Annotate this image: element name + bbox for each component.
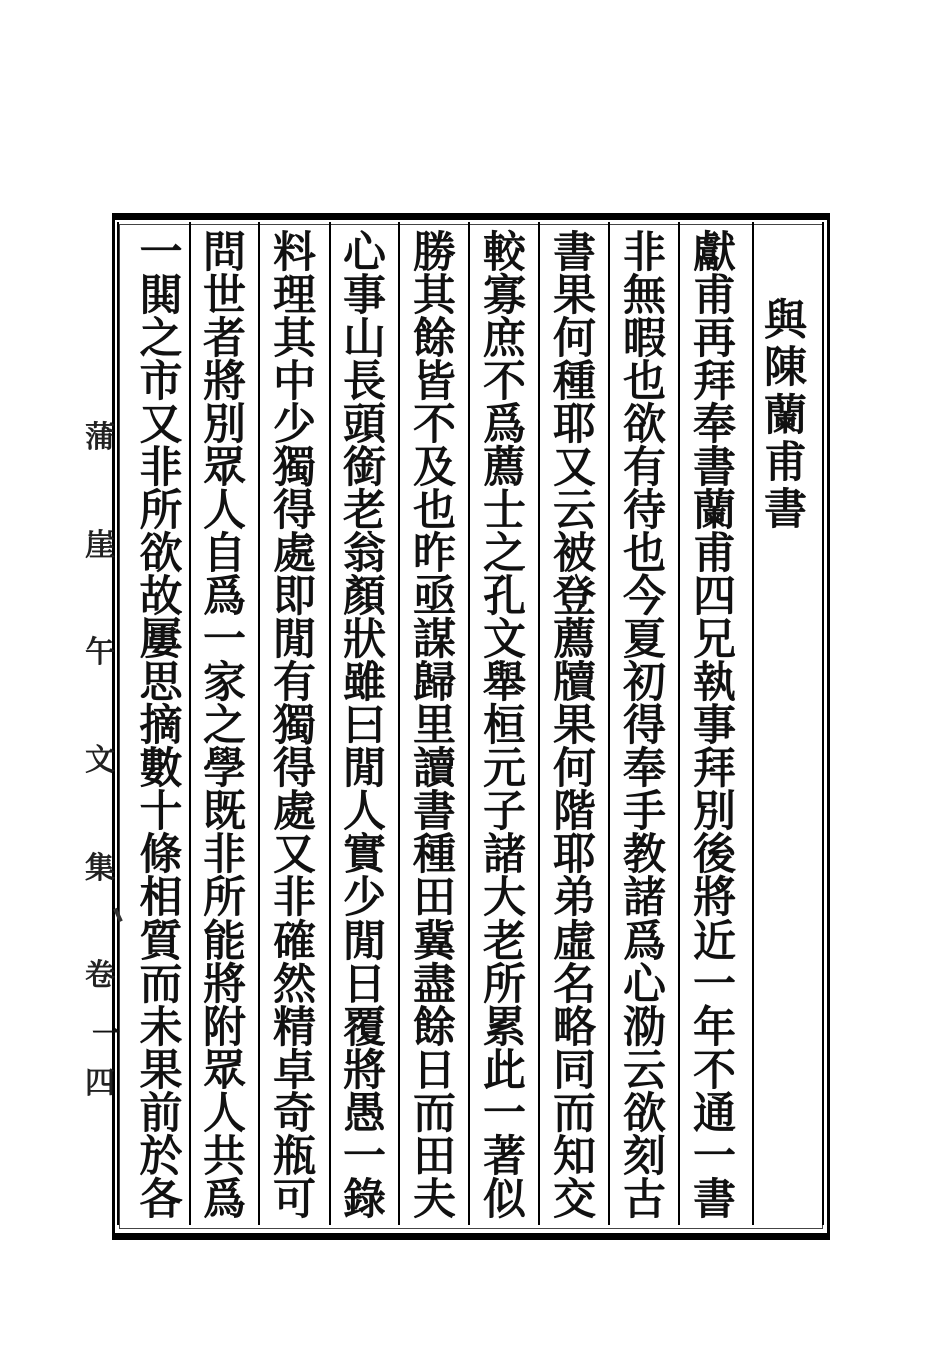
letter-title	[764, 296, 807, 535]
glyph: 也	[623, 529, 666, 580]
glyph: 眾	[203, 1045, 246, 1096]
glyph: 兄	[693, 615, 736, 666]
glyph: 云	[553, 486, 596, 537]
glyph: 思	[139, 658, 183, 709]
glyph: 非	[273, 873, 316, 924]
glyph: 一	[693, 1131, 736, 1182]
glyph: 書	[553, 228, 596, 278]
glyph: 而	[139, 959, 183, 1010]
glyph: 似	[483, 1174, 526, 1225]
glyph: 書	[693, 1174, 736, 1225]
glyph: 非	[139, 443, 183, 494]
glyph: 又	[273, 830, 316, 881]
glyph: 得	[623, 701, 666, 752]
glyph: 共	[203, 1131, 246, 1182]
glyph: 數	[139, 744, 183, 795]
glyph: 陳	[764, 343, 807, 394]
glyph: 錄	[343, 1174, 386, 1225]
glyph: 士	[483, 486, 526, 537]
glyph: 果	[553, 701, 596, 752]
glyph: 將	[203, 357, 246, 408]
glyph: 奉	[693, 400, 736, 451]
glyph: 實	[343, 830, 386, 881]
glyph: 文	[483, 615, 526, 666]
glyph: 通	[693, 1088, 736, 1139]
glyph: 獨	[273, 701, 316, 752]
glyph: 書	[693, 443, 736, 494]
glyph: 著	[483, 1131, 526, 1182]
text-column-1	[693, 228, 736, 1225]
glyph: 無	[623, 271, 666, 322]
column-rule	[752, 222, 754, 1225]
glyph: 田	[413, 873, 456, 924]
page-number: 一	[92, 1017, 121, 1050]
text-column-8	[203, 228, 246, 1225]
glyph: 未	[139, 1002, 183, 1053]
glyph: 即	[273, 572, 316, 623]
glyph: 人	[343, 787, 386, 838]
glyph: 近	[693, 916, 736, 967]
glyph: 四	[693, 572, 736, 623]
glyph: 然	[273, 959, 316, 1010]
glyph: 處	[273, 529, 316, 580]
glyph: 寡	[483, 271, 526, 322]
glyph: 銜	[343, 443, 386, 494]
glyph: 里	[413, 701, 456, 752]
glyph: 爲	[203, 1174, 246, 1225]
glyph: 刻	[623, 1131, 666, 1182]
glyph: 得	[273, 744, 316, 795]
glyph: 爲	[483, 400, 526, 451]
glyph: 同	[553, 1045, 596, 1096]
glyph: 諸	[483, 830, 526, 881]
glyph: 果	[139, 1045, 183, 1096]
glyph: 故	[139, 572, 183, 623]
glyph: 問	[203, 228, 246, 278]
glyph: 家	[203, 658, 246, 709]
glyph: 非	[203, 830, 246, 881]
glyph: 登	[553, 572, 596, 623]
glyph: 耶	[553, 400, 596, 451]
glyph: 條	[139, 830, 183, 881]
glyph: 日	[343, 959, 386, 1010]
glyph: 手	[623, 787, 666, 838]
glyph: 果	[553, 271, 596, 322]
glyph: 能	[203, 916, 246, 967]
glyph: 孔	[483, 572, 526, 623]
glyph: 曰	[343, 701, 386, 752]
glyph: 摘	[139, 701, 183, 752]
glyph: 卷	[85, 958, 115, 994]
glyph: 牘	[553, 658, 596, 709]
glyph: 不	[413, 400, 456, 451]
glyph: 盡	[413, 959, 456, 1010]
glyph: 而	[413, 1088, 456, 1139]
glyph: 中	[273, 357, 316, 408]
glyph: 其	[273, 314, 316, 365]
glyph: 泐	[623, 1002, 666, 1053]
glyph: 一	[139, 228, 183, 278]
column-rule	[678, 222, 680, 1225]
glyph: 午	[85, 635, 115, 671]
glyph: 種	[553, 357, 596, 408]
glyph: 長	[343, 357, 386, 408]
glyph: 處	[273, 787, 316, 838]
column-rule	[329, 222, 331, 1225]
glyph: 之	[483, 529, 526, 580]
glyph: 夏	[623, 615, 666, 666]
glyph: 覆	[343, 1002, 386, 1053]
glyph: 甫	[693, 271, 736, 322]
glyph: 不	[483, 357, 526, 408]
glyph: 餘	[413, 1002, 456, 1053]
text-column-9	[133, 228, 189, 1225]
glyph: 於	[139, 1131, 183, 1182]
glyph: 蘭	[764, 390, 807, 441]
glyph: 蒲	[85, 420, 115, 455]
text-column-4	[483, 228, 526, 1225]
glyph: 拜	[693, 744, 736, 795]
margin-book-title	[82, 412, 121, 1102]
glyph: 質	[139, 916, 183, 967]
glyph: 也	[623, 357, 666, 408]
glyph: 年	[693, 1002, 736, 1053]
glyph: 子	[483, 787, 526, 838]
glyph: 舉	[483, 658, 526, 709]
glyph: 別	[203, 400, 246, 451]
glyph: 獻	[693, 228, 736, 278]
glyph: 元	[483, 744, 526, 795]
glyph: 確	[273, 916, 316, 967]
glyph: 獨	[273, 443, 316, 494]
glyph: 欲	[623, 1088, 666, 1139]
glyph: 蘭	[693, 486, 736, 537]
glyph: 十	[139, 787, 183, 838]
glyph: 山	[343, 314, 386, 365]
glyph: 屢	[139, 615, 183, 666]
glyph: 云	[623, 1045, 666, 1096]
column-rule	[398, 222, 400, 1225]
glyph: 交	[553, 1174, 596, 1225]
glyph: 冀	[413, 916, 456, 967]
glyph: 顏	[343, 572, 386, 623]
glyph: 欲	[623, 400, 666, 451]
glyph: 奇	[273, 1088, 316, 1139]
glyph: 愚	[343, 1088, 386, 1139]
glyph: 瓶	[273, 1131, 316, 1182]
glyph: 勝	[413, 228, 456, 278]
glyph: 心	[343, 228, 386, 278]
glyph: 及	[413, 443, 456, 494]
glyph: 耶	[553, 830, 596, 881]
glyph: 庶	[483, 314, 526, 365]
glyph: 精	[273, 1002, 316, 1053]
glyph: 爲	[623, 916, 666, 967]
glyph: 所	[139, 486, 183, 537]
glyph: 將	[343, 1045, 386, 1096]
column-rule	[468, 222, 470, 1225]
glyph: 欲	[139, 529, 183, 580]
glyph: 所	[483, 959, 526, 1010]
glyph: 甫	[764, 437, 807, 488]
glyph: 別	[693, 787, 736, 838]
glyph: 各	[139, 1174, 183, 1225]
glyph: 所	[203, 873, 246, 924]
glyph: 翁	[343, 529, 386, 580]
glyph: 而	[553, 1088, 596, 1139]
glyph: 可	[273, 1174, 316, 1225]
glyph: 餘	[413, 314, 456, 365]
glyph: 何	[553, 314, 596, 365]
glyph: 拜	[693, 357, 736, 408]
glyph: 皆	[413, 357, 456, 408]
glyph: 教	[623, 830, 666, 881]
glyph: 薦	[483, 443, 526, 494]
glyph: 階	[553, 787, 596, 838]
glyph: 前	[139, 1088, 183, 1139]
glyph: 桓	[483, 701, 526, 752]
glyph: 古	[623, 1174, 666, 1225]
glyph: 將	[203, 959, 246, 1010]
glyph: 弟	[553, 873, 596, 924]
glyph: 市	[139, 357, 183, 408]
glyph: 料	[273, 228, 316, 278]
glyph: 之	[203, 701, 246, 752]
glyph: 卓	[273, 1045, 316, 1096]
glyph: 頭	[343, 400, 386, 451]
text-column-3	[553, 228, 596, 1225]
glyph: 老	[483, 916, 526, 967]
glyph: 閧	[139, 271, 183, 322]
column-rule	[189, 222, 191, 1225]
glyph: 奉	[623, 744, 666, 795]
glyph: 也	[413, 486, 456, 537]
glyph: 崖	[85, 527, 115, 563]
glyph: 之	[139, 314, 183, 365]
glyph: 既	[203, 787, 246, 838]
glyph: 亟	[413, 572, 456, 623]
glyph: 一	[693, 959, 736, 1010]
text-column-6	[343, 228, 386, 1225]
glyph: 世	[203, 271, 246, 322]
glyph: 昨	[413, 529, 456, 580]
glyph: 諸	[623, 873, 666, 924]
glyph: 集	[85, 850, 115, 886]
glyph: 少	[273, 400, 316, 451]
glyph: 有	[273, 658, 316, 709]
column-rule	[608, 222, 610, 1225]
glyph: 大	[483, 873, 526, 924]
text-column-7	[273, 228, 316, 1225]
glyph: 此	[483, 1045, 526, 1096]
glyph: 心	[623, 959, 666, 1010]
glyph: 薦	[553, 615, 596, 666]
glyph: 一	[203, 615, 246, 666]
glyph: 書	[413, 787, 456, 838]
glyph: 名	[553, 959, 596, 1010]
glyph: 事	[693, 701, 736, 752]
glyph: 將	[693, 873, 736, 924]
glyph: 被	[553, 529, 596, 580]
glyph: 附	[203, 1002, 246, 1053]
glyph: 一	[343, 1131, 386, 1182]
glyph: 歸	[413, 658, 456, 709]
glyph: 虛	[553, 916, 596, 967]
glyph: 略	[553, 1002, 596, 1053]
glyph: 學	[203, 744, 246, 795]
glyph: 人	[203, 486, 246, 537]
glyph: 其	[413, 271, 456, 322]
glyph: 爲	[203, 572, 246, 623]
glyph: 日	[413, 1045, 456, 1096]
glyph: 夫	[413, 1174, 456, 1225]
column-rule	[822, 222, 824, 1225]
glyph: 自	[203, 529, 246, 580]
glyph: 種	[413, 830, 456, 881]
glyph: 又	[553, 443, 596, 494]
glyph: 讀	[413, 744, 456, 795]
glyph: 少	[343, 873, 386, 924]
text-column-2	[623, 228, 666, 1225]
glyph: 再	[693, 314, 736, 365]
glyph: 老	[343, 486, 386, 537]
glyph: 狀	[343, 615, 386, 666]
glyph: 待	[623, 486, 666, 537]
glyph: 閒	[343, 916, 386, 967]
glyph: 者	[203, 314, 246, 365]
glyph: 有	[623, 443, 666, 494]
glyph: 得	[273, 486, 316, 537]
glyph: 又	[139, 400, 183, 451]
glyph: 閒	[343, 744, 386, 795]
glyph: 理	[273, 271, 316, 322]
glyph: 謀	[413, 615, 456, 666]
glyph: 與	[764, 296, 807, 346]
glyph: 田	[413, 1131, 456, 1182]
glyph: 四	[85, 1065, 115, 1101]
glyph: 閒	[273, 615, 316, 666]
glyph: 事	[343, 271, 386, 322]
glyph: 累	[483, 1002, 526, 1053]
glyph: 後	[693, 830, 736, 881]
glyph: 不	[693, 1045, 736, 1096]
glyph: 暇	[623, 314, 666, 365]
glyph: 知	[553, 1131, 596, 1182]
glyph: 文	[85, 742, 115, 778]
glyph: 人	[203, 1088, 246, 1139]
glyph: 今	[623, 572, 666, 623]
glyph: 何	[553, 744, 596, 795]
glyph: 初	[623, 658, 666, 709]
column-rule	[258, 222, 260, 1225]
text-column-5	[413, 228, 456, 1225]
glyph: 較	[483, 228, 526, 278]
glyph: 執	[693, 658, 736, 709]
glyph: 相	[139, 873, 183, 924]
glyph: 一	[483, 1088, 526, 1139]
glyph: 眾	[203, 443, 246, 494]
glyph: 書	[764, 485, 807, 535]
glyph: 非	[623, 228, 666, 278]
glyph: 甫	[693, 529, 736, 580]
glyph: 雖	[343, 658, 386, 709]
column-rule	[538, 222, 540, 1225]
